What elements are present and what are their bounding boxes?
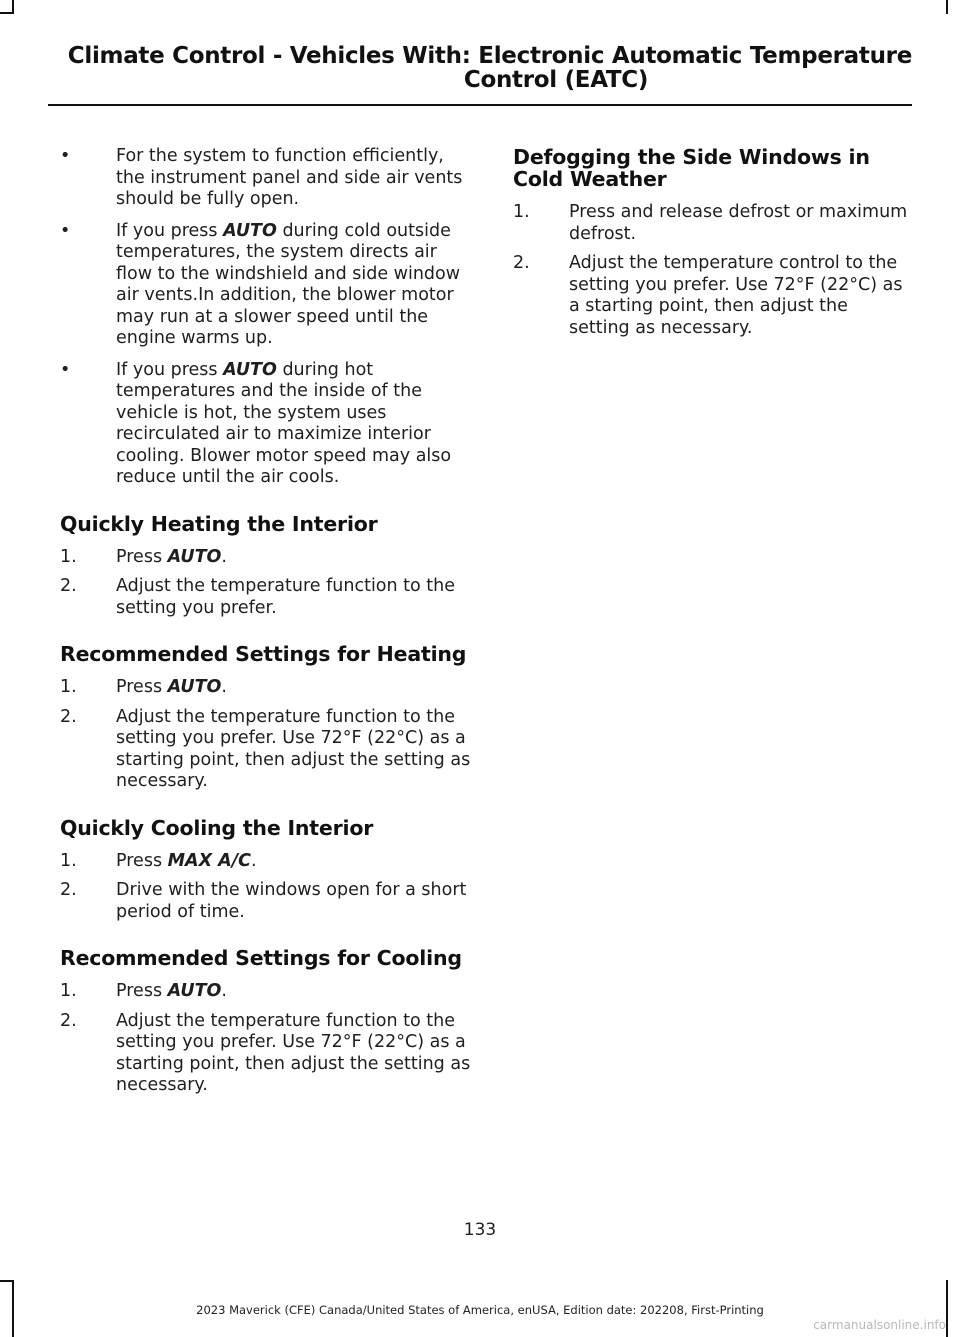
step-text-post: . (250, 850, 257, 871)
section-heading-defogging: Defogging the Side Windows in Cold Weather (513, 145, 870, 191)
bullet-item (60, 146, 478, 211)
bullet-item (60, 221, 478, 350)
numbered-step (60, 880, 478, 923)
section-heading-quick-heating: Quickly Heating the Interior (60, 511, 378, 536)
step-text: Adjust the temperature function to the setting you prefer. Use 72°F (22°C) as a starting point, then adjust the setting as necessary. (116, 1010, 471, 1095)
step-text-post: . (221, 981, 227, 1001)
step-number: 2. (60, 1010, 77, 1031)
page-number: 133 (463, 1220, 497, 1240)
auto-keyword: AUTO (167, 981, 222, 1001)
step-number: 2. (60, 706, 77, 727)
step-number: 2. (60, 880, 77, 900)
numbered-step (60, 851, 478, 873)
max-ac-keyword: MAX A/C (167, 850, 251, 871)
numbered-step (513, 253, 913, 339)
step-text: Press (116, 677, 168, 697)
step-text: Press (116, 546, 168, 567)
numbered-step (513, 202, 913, 245)
crop-mark-bottom-left-h (0, 1280, 12, 1282)
step-number: 1. (60, 850, 77, 871)
numbered-step (60, 576, 478, 619)
footer-edition-info: 2023 Maverick (CFE) Canada/United States of America, enUSA, Edition date: 202208, First-Printing (196, 1303, 764, 1317)
section-heading-heating-settings: Recommended Settings for Heating (60, 642, 467, 666)
section-heading-quick-cooling: Quickly Cooling the Interior (60, 815, 374, 840)
step-number: 1. (60, 677, 77, 697)
step-text: Adjust the temperature function to the setting you prefer. (116, 576, 456, 618)
numbered-step (60, 981, 478, 1003)
bullet-mark: • (60, 146, 71, 166)
auto-keyword: AUTO (167, 677, 222, 697)
step-text: Drive with the windows open for a short period of time. (116, 880, 467, 922)
step-number: 1. (513, 202, 530, 222)
crop-mark-top-left-h (0, 12, 14, 14)
bullet-mark: • (60, 220, 71, 241)
right-column (513, 146, 913, 347)
step-text-post: . (221, 677, 227, 697)
bullet-text-pre: If you press (116, 220, 224, 241)
header-divider (48, 104, 912, 106)
bullet-item (60, 360, 478, 489)
step-text: Adjust the temperature control to the setting you prefer. Use 72°F (22°C) as a starting point, then adjust the setting as necessary. (569, 253, 903, 338)
bullet-text-pre: If you press (116, 359, 224, 380)
step-number: 1. (60, 546, 77, 567)
step-number: 2. (513, 253, 530, 273)
bullet-text-post: during hot temperatures and the inside of the vehicle is hot, the system uses recirculated air to maximize interior cooling. Blower motor speed may also reduce until the air cools. (116, 359, 452, 487)
step-text: Press and release defrost or maximum defrost. (569, 202, 908, 244)
step-number: 2. (60, 576, 77, 596)
left-column (60, 146, 478, 1105)
watermark: carmanualsonline.info (813, 1318, 946, 1332)
step-text: Adjust the temperature function to the setting you prefer. Use 72°F (22°C) as a starting point, then adjust the setting as necessary. (116, 706, 471, 791)
bullet-text-post: during cold outside temperatures, the system directs air flow to the windshield and side window air vents.In addition, the blower motor may run at a slower speed until the engine warms up. (116, 220, 461, 348)
page-title-line2: Control (EATC) (463, 67, 649, 93)
numbered-step (60, 707, 478, 793)
crop-mark-top-right (946, 0, 948, 14)
section-heading-cooling-settings: Recommended Settings for Cooling (60, 946, 462, 970)
bullet-mark: • (60, 359, 71, 380)
numbered-step (60, 1011, 478, 1097)
auto-keyword: AUTO (223, 220, 277, 241)
step-text-post: . (221, 546, 227, 567)
page-title (40, 44, 912, 92)
step-text: Press (116, 981, 168, 1001)
auto-keyword: AUTO (167, 546, 222, 567)
step-text: Press (116, 850, 168, 871)
page-title-line1: Climate Control - Vehicles With: Electronic Automatic Temperature (67, 43, 912, 69)
auto-keyword: AUTO (223, 359, 277, 380)
numbered-step (60, 677, 478, 699)
step-number: 1. (60, 981, 77, 1001)
numbered-step (60, 547, 478, 569)
bullet-text: For the system to function efficiently, the instrument panel and side air vents should be fully open. (116, 146, 463, 209)
